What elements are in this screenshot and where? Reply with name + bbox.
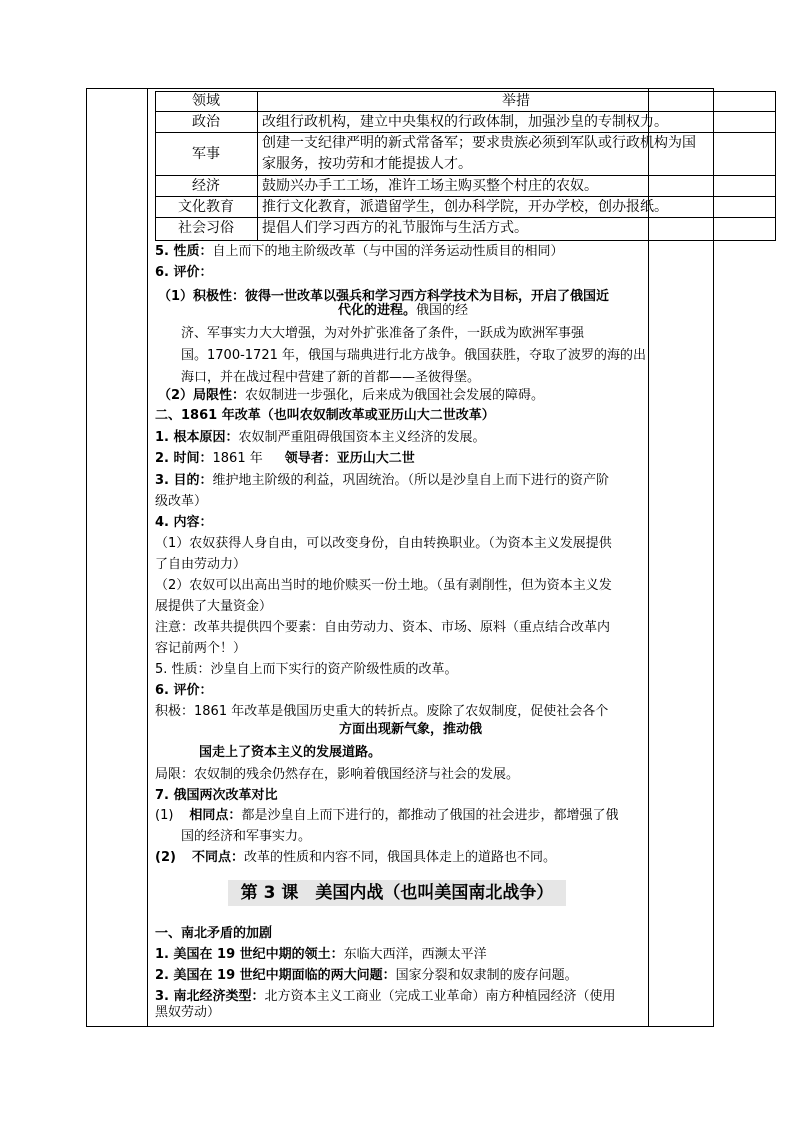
table-cell-field: 社会习俗 [178,220,234,236]
text-line: 1. 美国在 19 世纪中期的领土：东临大西洋，西濒太平洋 [155,947,487,962]
text-line: 2. 时间：1861 年 领导者：亚历山大二世 [155,451,415,466]
header-field: 领域 [192,93,220,109]
text-line: （1）积极性：彼得一世改革以强兵和学习西方科学技术为目标，开启了俄国近 [158,289,610,304]
lesson-title: 第 3 课 美国内战（也叫美国南北战争） [228,880,566,906]
text-line: 4. 内容： [155,515,213,530]
outer-col-divider-1 [147,88,148,1026]
table-cell-field: 经济 [192,178,220,194]
text-line: 注意：改革共提供四个要素：自由劳动力、资本、市场、原料（重点结合改革内 [155,620,611,635]
table-cell-measure: 改组行政机构，建立中央集权的行政体制，加强沙皇的专制权力。 [262,114,668,130]
text-line: 容记前两个！） [155,641,247,656]
text-line: 级改革） [155,494,208,509]
text-line: 了自由劳动力） [155,557,247,572]
text-line: 5. 性质：自上而下的地主阶级改革（与中国的洋务运动性质目的相同） [155,244,564,259]
text-line: 一、南北矛盾的加剧 [155,926,273,941]
text-line: 3. 目的：维护地主阶级的利益，巩固统治。（所以是沙皇自上而下进行的资产阶 [155,473,610,488]
text-line: 黑奴劳动） [155,1005,221,1020]
text-line: (2) 不同点：改革的性质和内容不同，俄国具体走上的道路也不同。 [155,850,556,865]
table-cell-measure: 创建一支纪律严明的新式常备军；要求贵族必须到军队或行政机构为国 [262,135,696,151]
text-line: 代化的进程。俄国的经 [338,303,469,318]
text-line: 济、军事实力大大增强，为对外扩张准备了条件，一跃成为欧洲军事强 [181,326,585,341]
text-line: 7. 俄国两次改革对比 [155,788,278,803]
text-line: 方面出现新气象，推动俄 [339,722,483,737]
text-line: （1）农奴获得人身自由，可以改变身份，自由转换职业。（为资本主义发展提供 [155,536,612,551]
text-line: （2）局限性：农奴制进一步强化，后来成为俄国社会发展的障碍。 [158,388,545,403]
text-line: 6. 评价： [155,265,213,280]
text-line: 二、1861 年改革（也叫农奴制改革或亚历山大二世改革） [155,408,495,423]
table-cell-measure: 家服务，按功劳和才能提拔人才。 [262,156,472,172]
text-line: (1) 相同点：都是沙皇自上而下进行的，都推动了俄国的社会进步，都增强了俄 [155,808,619,823]
text-line: 海口，并在战过程中营建了新的首都——圣彼得堡。 [181,370,481,385]
text-line: 3. 南北经济类型：北方资本主义工商业（完成工业革命）南方种植园经济（使用 [155,989,616,1004]
table-cell-measure: 鼓励兴办手工工场，准许工场主购买整个村庄的农奴。 [262,178,598,194]
text-line: 国。1700-1721 年，俄国与瑞典进行北方战争。俄国获胜，夺取了波罗的海的出 [181,348,646,363]
table-cell-measure: 提倡人们学习西方的礼节服饰与生活方式。 [262,220,528,236]
table-cell-measure: 推行文化教育，派遣留学生，创办科学院，开办学校，创办报纸。 [262,199,668,215]
text-line: 5. 性质：沙皇自上而下实行的资产阶级性质的改革。 [155,662,458,677]
text-line: 积极：1861 年改革是俄国历史重大的转折点。废除了农奴制度，促使社会各个 [155,704,609,719]
header-measure: 举措 [502,93,530,109]
text-line: 国的经济和军事实力。 [181,829,312,844]
text-line: 6. 评价： [155,683,213,698]
table-cell-field: 军事 [192,146,220,162]
text-line: 国走上了资本主义的发展道路。 [199,745,382,760]
text-line: 2. 美国在 19 世纪中期面临的两大问题：国家分裂和奴隶制的废存问题。 [155,968,578,983]
text-line: 展提供了大量资金） [155,599,273,614]
text-line: 局限：农奴制的残余仍然存在，影响着俄国经济与社会的发展。 [155,767,520,782]
text-line: （2）农奴可以出高出当时的地价赎买一份土地。（虽有剥削性，但为资本主义发 [155,578,612,593]
text-line: 1. 根本原因：农奴制严重阻碍俄国资本主义经济的发展。 [155,430,486,445]
table-cell-field: 文化教育 [178,199,234,215]
table-cell-field: 政治 [192,114,220,130]
